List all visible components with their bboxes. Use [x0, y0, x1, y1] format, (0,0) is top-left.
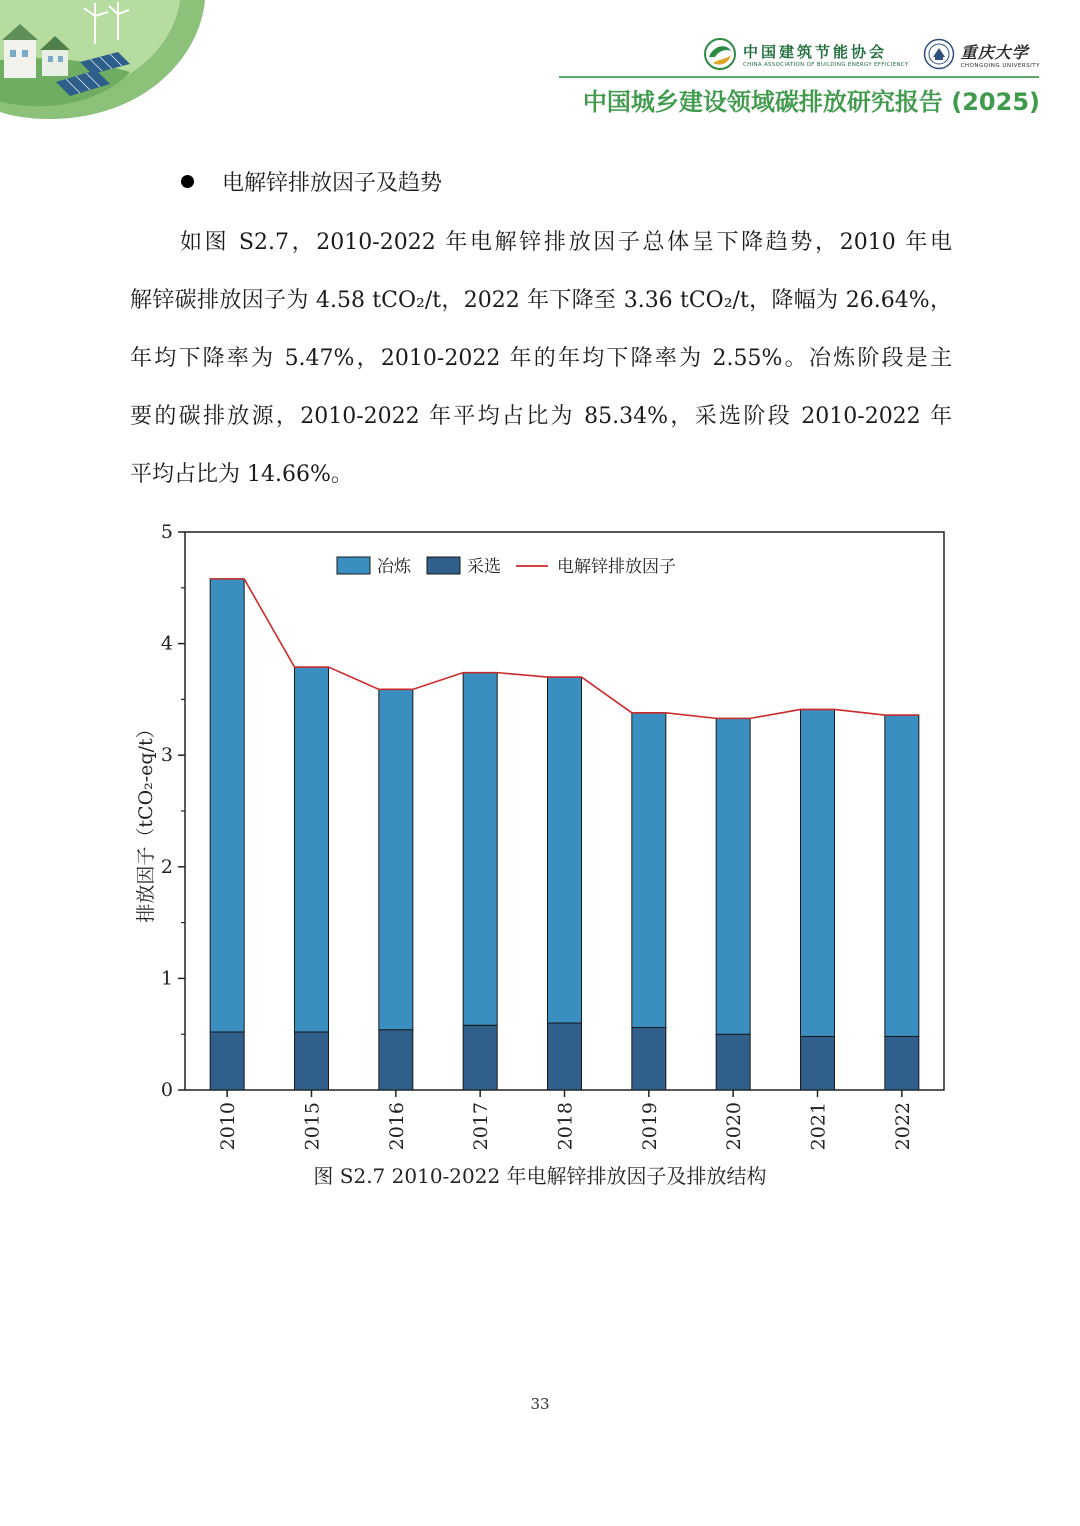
- y-tick-label: 1: [160, 967, 173, 990]
- y-tick-label: 0: [160, 1079, 173, 1101]
- y-tick-label: 5: [160, 521, 173, 543]
- report-title: 中国城乡建设领域碳排放研究报告 (2025): [582, 88, 1040, 116]
- bar-smelting-2016: [379, 689, 413, 1029]
- cqu-name-en: CHONGQING UNIVERSITY: [960, 62, 1040, 69]
- x-tick-label-2016: 2016: [385, 1102, 408, 1151]
- bar-smelting-2018: [548, 677, 582, 1023]
- x-tick-label-2022: 2022: [891, 1102, 914, 1151]
- cabee-name-en: CHINA ASSOCIATION OF BUILDING ENERGY EFFICIENCY: [742, 61, 909, 68]
- x-tick-label-2020: 2020: [723, 1102, 746, 1151]
- paragraph-line: 解锌碳排放因子为 4.58 tCO₂/t，2022 年下降至 3.36 tCO₂/t，降幅为 26.64%，: [130, 288, 952, 313]
- legend-label-emission-factor: 电解锌排放因子: [557, 557, 676, 577]
- bar-mining-2015: [295, 1032, 329, 1090]
- x-tick-label-2021: 2021: [807, 1102, 830, 1151]
- bar-mining-2010: [210, 1032, 244, 1090]
- section-heading-text: 电解锌排放因子及趋势: [222, 171, 443, 196]
- bar-mining-2022: [885, 1036, 919, 1090]
- cabee-name-cn: 中国建筑节能协会: [742, 42, 887, 61]
- paragraph-line: 如图 S2.7，2010-2022 年电解锌排放因子总体呈下降趋势，2010 年电: [180, 230, 952, 255]
- bar-smelting-2021: [801, 709, 835, 1036]
- cqu-name-cn: 重庆大学: [960, 42, 1029, 62]
- x-tick-label-2015: 2015: [301, 1102, 324, 1151]
- bar-mining-2018: [548, 1023, 582, 1090]
- y-tick-label: 3: [160, 744, 173, 767]
- bar-mining-2016: [379, 1030, 413, 1090]
- bar-mining-2019: [632, 1028, 666, 1090]
- bar-smelting-2019: [632, 713, 666, 1028]
- paragraph-line: 平均占比为 14.66%。: [130, 462, 353, 487]
- y-axis-title: 排放因子（tCO₂-eq/t）: [135, 719, 157, 923]
- paragraph-line: 年均下降率为 5.47%，2010-2022 年的年均下降率为 2.55%。冶炼阶段是主: [130, 346, 952, 371]
- x-tick-label-2019: 2019: [638, 1102, 661, 1151]
- x-tick-label-2010: 2010: [217, 1102, 240, 1151]
- legend-swatch-mining: [427, 557, 460, 574]
- figure-caption: 图 S2.7 2010-2022 年电解锌排放因子及排放结构: [313, 1164, 767, 1188]
- bar-smelting-2020: [716, 718, 750, 1034]
- y-tick-label: 2: [160, 855, 173, 878]
- x-tick-label-2018: 2018: [554, 1102, 577, 1151]
- bar-smelting-2017: [463, 673, 497, 1026]
- page-number: 33: [530, 1395, 550, 1413]
- bar-mining-2021: [801, 1036, 835, 1090]
- bar-smelting-2015: [295, 667, 329, 1032]
- legend-swatch-smelting: [337, 557, 370, 574]
- x-tick-label-2017: 2017: [470, 1102, 493, 1151]
- bar-mining-2020: [716, 1034, 750, 1090]
- bar-mining-2017: [463, 1025, 497, 1090]
- bar-smelting-2022: [885, 715, 919, 1036]
- legend-label-mining: 采选: [467, 557, 501, 577]
- paragraph-line: 要的碳排放源，2010-2022 年平均占比为 85.34%，采选阶段 2010-2022 年: [130, 404, 952, 429]
- bar-smelting-2010: [210, 579, 244, 1032]
- y-tick-label: 4: [160, 632, 173, 655]
- legend-label-smelting: 冶炼: [377, 557, 411, 577]
